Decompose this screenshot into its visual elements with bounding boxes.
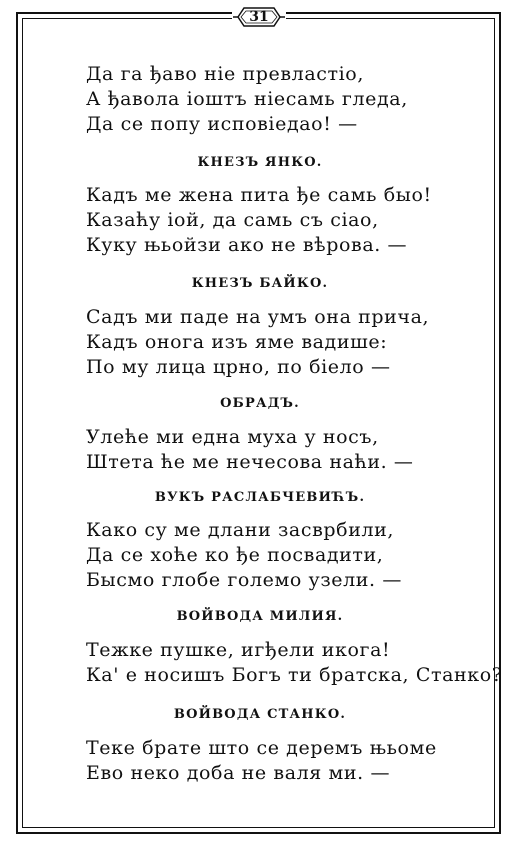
verse-line: А ђавола іоштъ ніесамь гледа, <box>86 88 408 110</box>
verse-line: Садъ ми паде на умъ она прича, <box>86 306 430 328</box>
verse-line: Теке брате што се деремъ њьоме <box>86 737 437 759</box>
verse-line: Ево неко доба не валя ми. — <box>86 762 391 784</box>
verse-line: Казаћу іой, да самь съ сіао, <box>86 209 379 231</box>
speaker-heading: ВУКЪ РАСЛАБЧЕВИЋЪ. <box>154 490 366 505</box>
verse-line: Како су ме длани засврбили, <box>86 519 395 541</box>
verse-line: Да се хоће ко ђе посвадити, <box>86 544 384 566</box>
verse-line: Штета ће ме нечесова наћи. — <box>86 451 414 473</box>
page-number-badge <box>232 4 286 30</box>
page-number: 31 <box>249 9 269 25</box>
verse-line: Кадъ ме жена пита ђе самь быо! <box>86 184 432 206</box>
verse-line: Улеће ми една муха у носъ, <box>86 426 379 448</box>
speaker-heading: ВОЙВОДА МИЛИЯ. <box>176 609 344 624</box>
verse-line: По му лица црно, по біело — <box>86 356 391 378</box>
verse-line: Кадъ онога изъ яме вадише: <box>86 331 388 353</box>
speaker-heading: ВОЙВОДА СТАНКО. <box>173 707 347 722</box>
verse-line: Да га ђаво ніе превластіо, <box>86 63 364 85</box>
verse-line: Да се попу исповіедао! — <box>86 113 358 135</box>
verse-line: Ка' е носишъ Богъ ти братска, Станко? <box>86 664 503 686</box>
speaker-heading: КНЕЗЪ ЯНКО. <box>197 155 323 170</box>
verse-line: Куку њьойзи ако не вѣрова. — <box>86 234 408 256</box>
speaker-heading: КНЕЗЪ БАЙКО. <box>191 276 329 291</box>
verse-line: Тежке пушке, игђели икога! <box>86 639 391 661</box>
speaker-heading: ОБРАДЪ. <box>220 396 300 411</box>
verse-line: Бысмо глобе големо узели. — <box>86 569 402 591</box>
